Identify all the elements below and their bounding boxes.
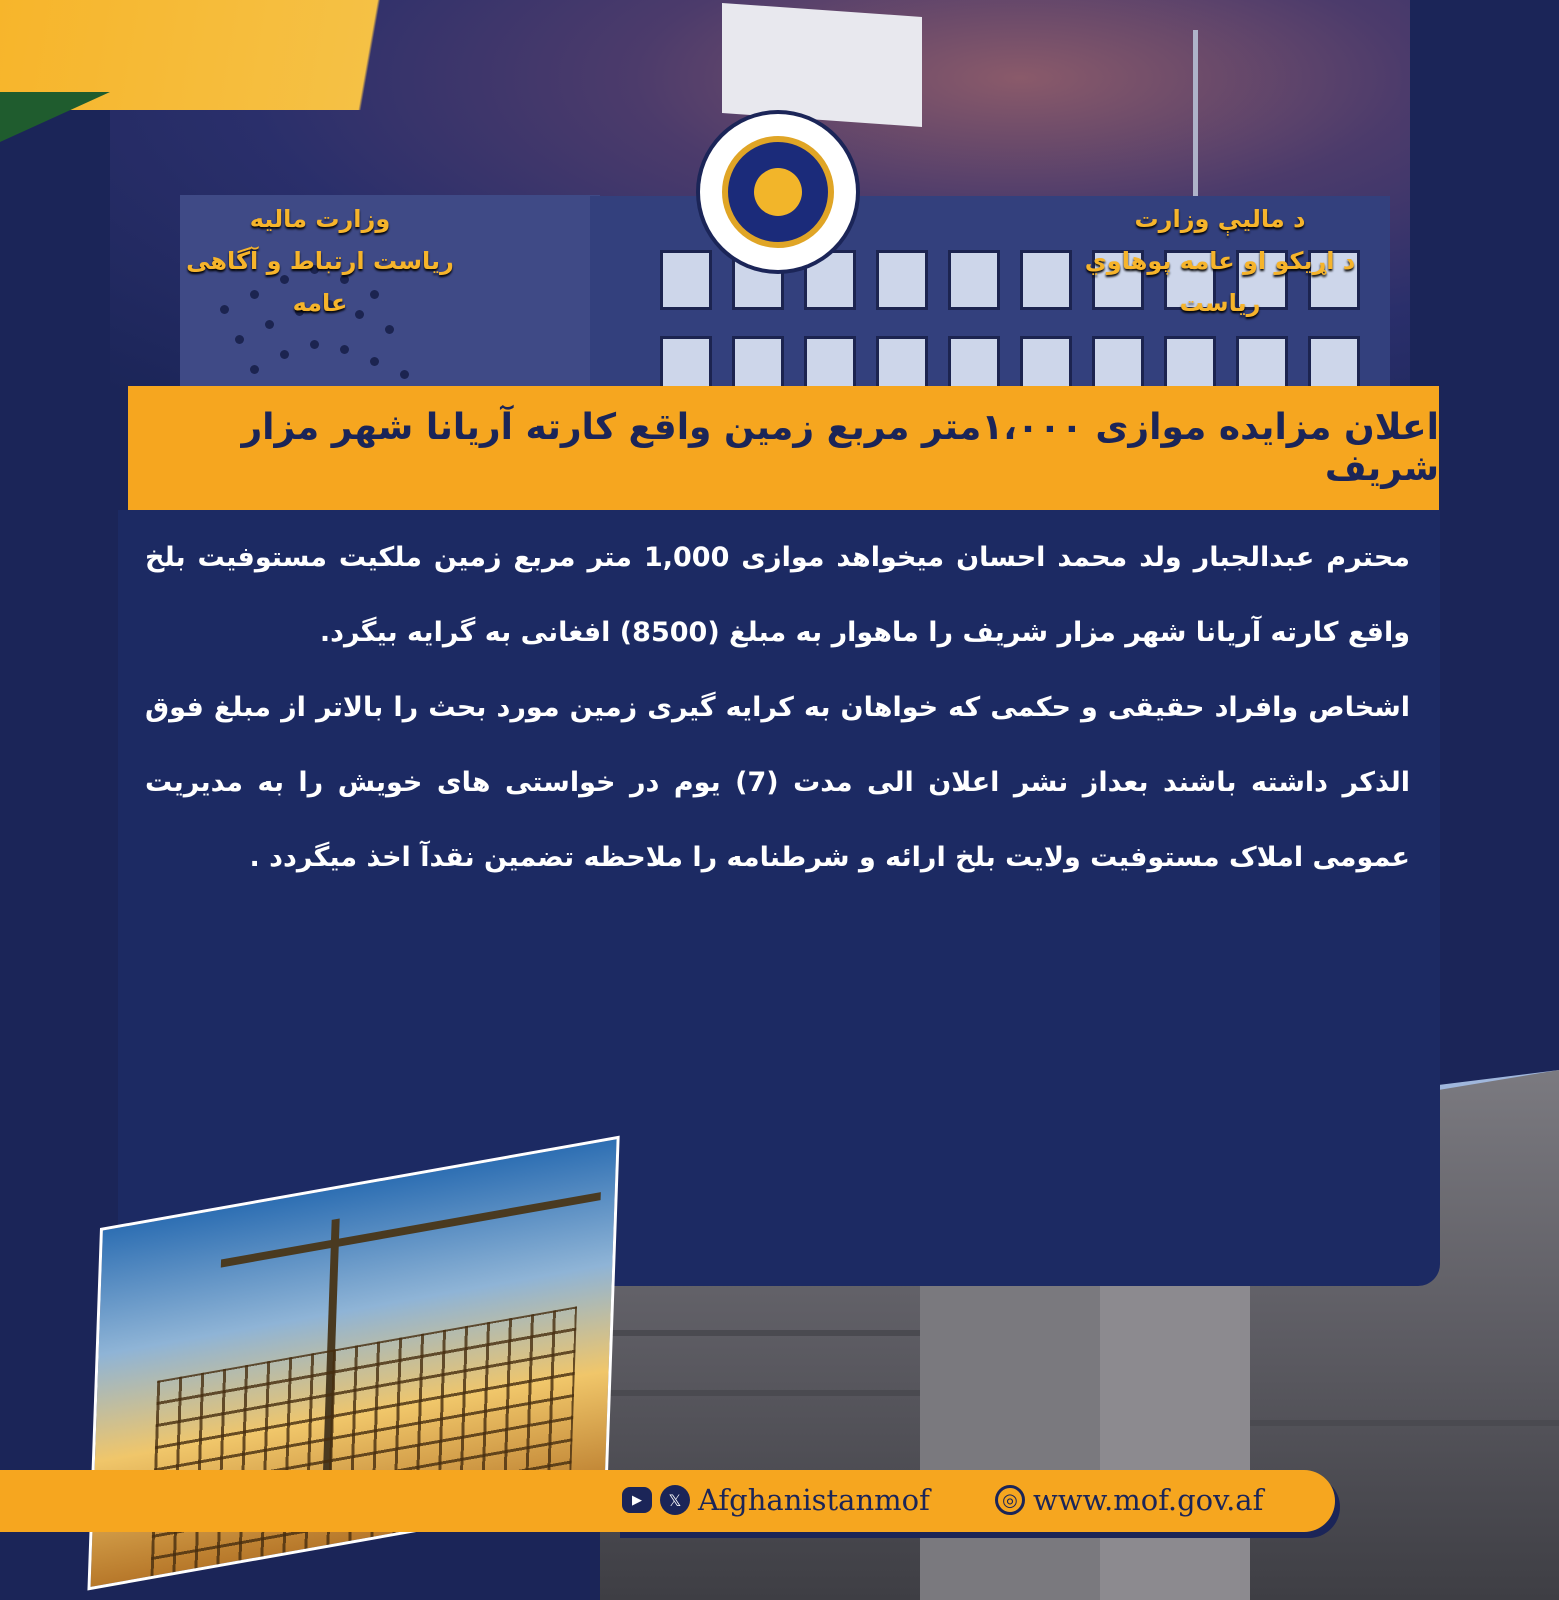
scaffolding (150, 1306, 577, 1582)
header-pashto-line2: د اړیکو او عامه پوهاوي ریاست (1084, 247, 1356, 317)
flag (722, 3, 922, 127)
logo-seal (722, 136, 834, 248)
social-handle-text[interactable]: Afghanistanmof (698, 1483, 930, 1517)
announcement-body (145, 520, 1410, 895)
building-stripe (1250, 1420, 1559, 1426)
body-paragraph-2: اشخاص وافراد حقیقی و حکمی که خواهان به کرایه گیری زمین مورد بحث را بالاتر از مبلغ فوق الذکر داشته باشند بعداز نشر اعلان الی مدت (7) یوم در خواستی های خویش را به مدیریت عمومی املاک مستوفیت ولایت بلخ ارائه و شرطنامه را ملاحظه تضمین نقدآ اخذ میگردد . (145, 692, 1410, 873)
header-pashto-line1: د ماليې وزارت (1134, 205, 1306, 233)
body-paragraph-1: محترم عبدالجبار ولد محمد احسان میخواهد موازی 1,000 متر مربع زمین ملکیت مستوفیت بلخ واقع کارته آریانا شهر مزار شریف را ماهوار به مبلغ (8500) افغانی به گرایه بیگرد. (145, 542, 1410, 648)
crane-jib (221, 1192, 601, 1268)
ministry-logo (700, 114, 856, 270)
announcement-title: اعلان مزایده موازی ۱،۰۰۰متر مربع زمین واقع کارته آریانا شهر مزار شریف (241, 407, 1439, 489)
header-pashto (1060, 198, 1380, 324)
building-stripe (600, 1330, 920, 1336)
header-dari-line1: وزارت مالیه (249, 205, 391, 233)
social-handle[interactable] (622, 1476, 930, 1524)
website-text[interactable]: www.mof.gov.af (1033, 1483, 1264, 1517)
header-dari (170, 198, 470, 324)
building-stripe (600, 1390, 920, 1396)
website-link[interactable] (995, 1476, 1263, 1524)
green-corner-accent (0, 92, 110, 142)
globe-icon: ◎ (995, 1485, 1025, 1515)
x-icon[interactable]: 𝕏 (660, 1485, 690, 1515)
coin-emblem-icon (754, 168, 802, 216)
header-dari-line2: ریاست ارتباط و آگاهی عامه (186, 247, 454, 317)
youtube-icon[interactable]: ▶ (622, 1487, 652, 1513)
